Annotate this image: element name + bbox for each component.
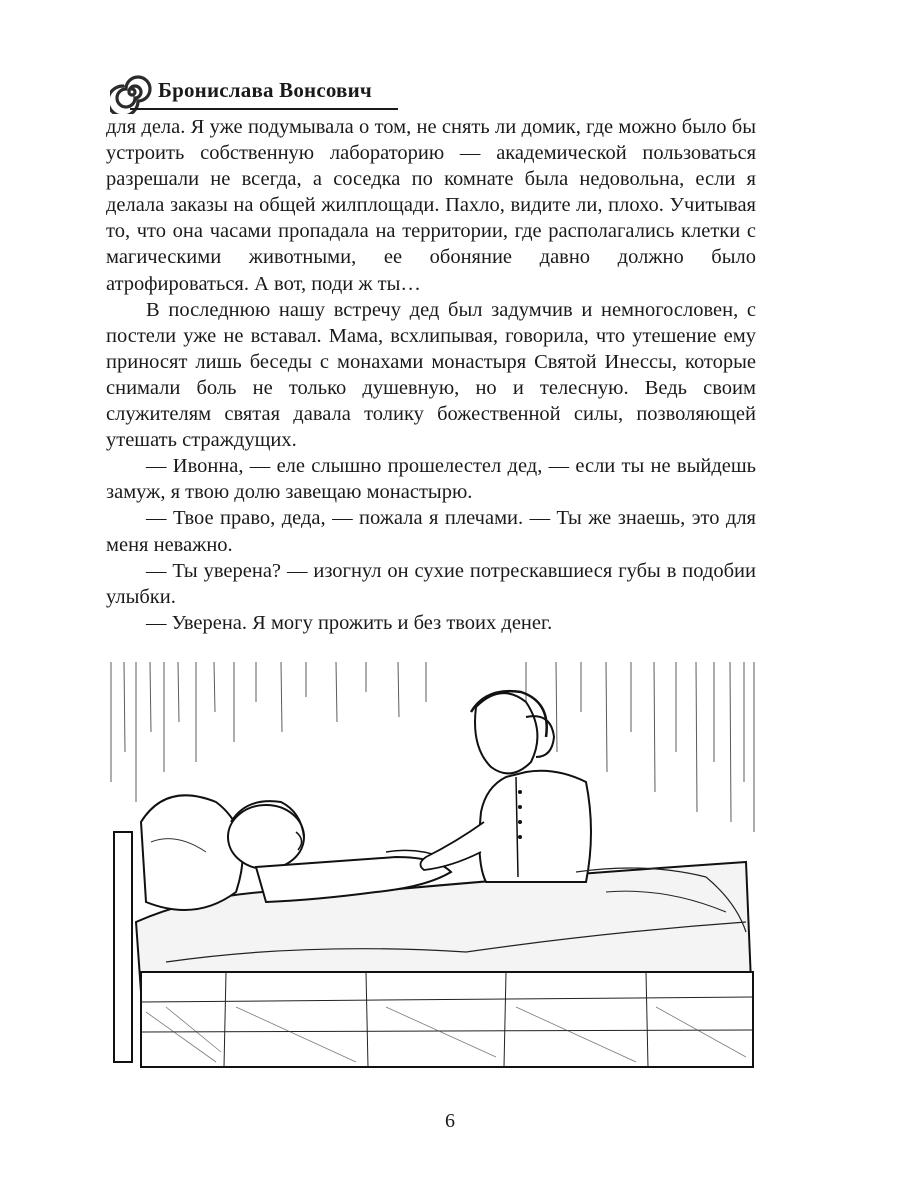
bedside-scene-illustration bbox=[106, 662, 756, 1072]
paragraph: — Уверена. Я могу прожить и без твоих денег. bbox=[146, 611, 553, 634]
page-number: 6 bbox=[445, 1110, 455, 1132]
author-name: Бронислава Вонсович bbox=[158, 78, 372, 102]
body-text bbox=[106, 114, 756, 636]
paragraph: В последнюю нашу встречу дед был задумчив и немногословен, с постели уже не вставал. Мама, всхлипывая, говорила, что утешение ему приносят лишь беседы с монахами монастыря Святой Инессы, которые снимали боль не только душевную, но и телесную. Ведь своим служителям святая давала толику божественной силы, позволяющей утешать страждущих. bbox=[106, 298, 756, 452]
paragraph: — Твое право, деда, — пожала я плечами. — Ты же знаешь, это для меня неважно. bbox=[106, 507, 756, 556]
paragraph: для дела. Я уже подумывала о том, не снять ли домик, где можно было бы устроить собственную лабораторию — академической пользоваться разрешали не всегда, а соседка по комнате была недовольна, если я делала заказы на общей жилплощади. Пахло, видите ли, плохо. Учитывая то, что она часами пропадала на территории, где располагались клетки с магическими животными, ее обоняние давно должно было атрофироваться. А вот, поди ж ты… bbox=[106, 116, 756, 295]
header-rule bbox=[130, 108, 398, 110]
running-header bbox=[110, 70, 390, 110]
paragraph: — Ты уверена? — изогнул он сухие потрескавшиеся губы в подобии улыбки. bbox=[106, 559, 756, 608]
paragraph: — Ивонна, — еле слышно прошелестел дед, — если ты не выйдешь замуж, я твою долю завещаю монастырю. bbox=[106, 455, 756, 504]
